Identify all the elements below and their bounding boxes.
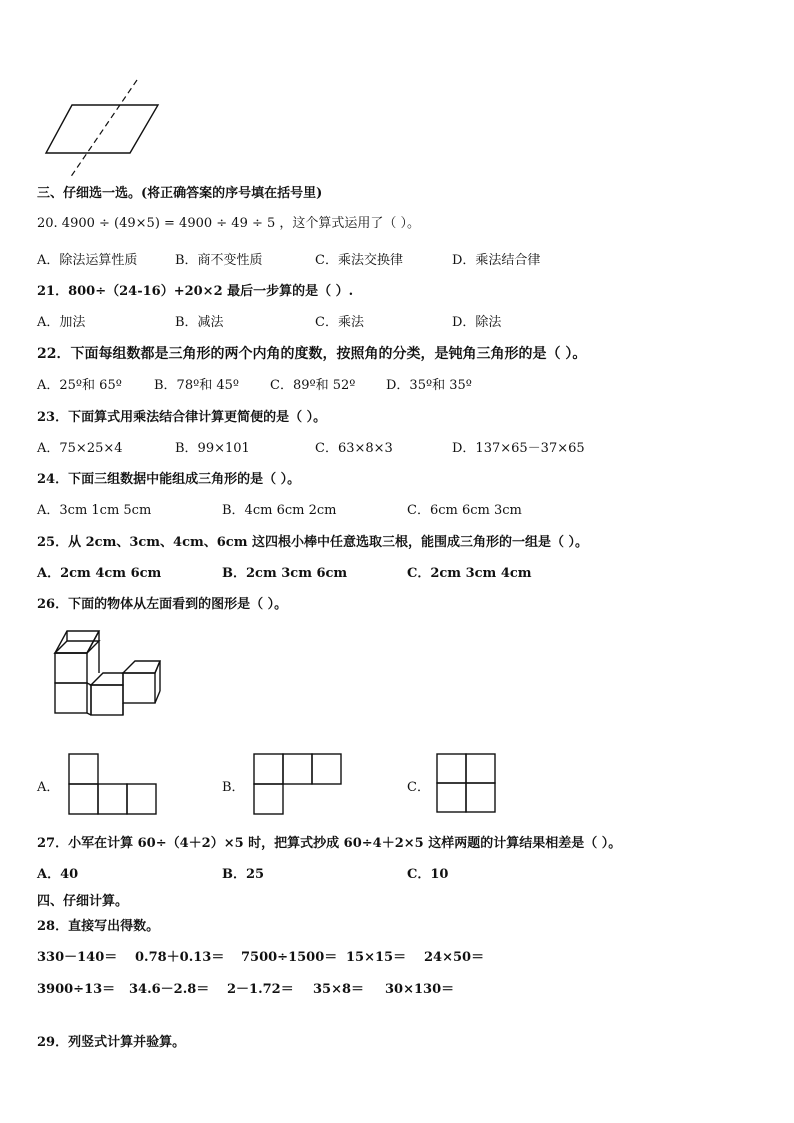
- q24-option-a: A．3cm 1cm 5cm: [37, 503, 152, 518]
- q23-option-c: C．63×8×3: [315, 441, 393, 456]
- q27-option-c: C．10: [407, 867, 449, 882]
- question-28-stem: 28．直接写出得数。: [37, 919, 160, 934]
- q24-option-c: C．6cm 6cm 3cm: [407, 503, 522, 518]
- q22-option-d: D．35º和 35º: [386, 378, 472, 393]
- parallelogram-figure: [40, 80, 170, 180]
- calc-row1-item2: 0.78＋0.13＝: [135, 950, 225, 965]
- question-21-stem: 21．800÷（24-16）+20×2 最后一步算的是（ ）.: [37, 284, 354, 299]
- q27-option-b: B．25: [222, 867, 265, 882]
- q22-option-a: A．25º和 65º: [37, 378, 122, 393]
- question-29-stem: 29．列竖式计算并验算。: [37, 1035, 186, 1050]
- q26-option-a-label: A．: [37, 780, 60, 795]
- q26-option-c-figure: [436, 753, 498, 815]
- q25-option-c: C．2cm 3cm 4cm: [407, 566, 532, 581]
- calc-row2-item4: 35×8＝: [313, 982, 365, 997]
- q22-option-c: C．89º和 52º: [270, 378, 356, 393]
- q21-option-a: A．加法: [37, 315, 86, 330]
- question-24-stem: 24．下面三组数据中能组成三角形的是（ ）。: [37, 472, 301, 487]
- q20-option-d: D．乘法结合律: [452, 253, 541, 268]
- question-23-stem: 23．下面算式用乘法结合律计算更简便的是（ ）。: [37, 410, 327, 425]
- calc-row2-item2: 34.6－2.8＝: [129, 982, 210, 997]
- question-22-stem: 22．下面每组数都是三角形的两个内角的度数，按照角的分类，是钝角三角形的是（ ）。: [37, 346, 587, 362]
- q20-option-a: A．除法运算性质: [37, 253, 138, 268]
- section-3-title: 三、仔细选一选。(将正确答案的序号填在括号里): [37, 186, 323, 201]
- q23-option-a: A．75×25×4: [37, 441, 123, 456]
- q20-option-c: C．乘法交换律: [315, 253, 403, 268]
- question-26-stem: 26．下面的物体从左面看到的图形是（ ）。: [37, 597, 288, 612]
- q21-option-d: D．除法: [452, 315, 502, 330]
- q27-option-a: A．40: [37, 867, 79, 882]
- calc-row1-item1: 330－140＝: [37, 950, 118, 965]
- q26-option-b-label: B．: [222, 780, 245, 795]
- question-27-stem: 27．小军在计算 60÷（4＋2）×5 时，把算式抄成 60÷4＋2×5 这样两题的计算结果相差是（ ）。: [37, 836, 622, 851]
- calc-row2-item1: 3900÷13＝: [37, 982, 116, 997]
- q26-option-a-figure: [68, 753, 160, 815]
- q23-option-b: B．99×101: [175, 441, 250, 456]
- section-4-title: 四、仔细计算。: [37, 894, 129, 909]
- question-25-stem: 25．从 2cm、3cm、4cm、6cm 这四根小棒中任意选取三根，能围成三角形的一组是（ ）。: [37, 535, 589, 550]
- q25-option-a: A．2cm 4cm 6cm: [37, 566, 162, 581]
- q23-option-d: D．137×65－37×65: [452, 441, 585, 456]
- q26-option-c-label: C．: [407, 780, 430, 795]
- q22-option-b: B．78º和 45º: [154, 378, 239, 393]
- q20-option-b: B．商不变性质: [175, 253, 263, 268]
- q25-option-b: B．2cm 3cm 6cm: [222, 566, 348, 581]
- cube-stack-figure: [50, 625, 170, 725]
- q21-option-b: B．减法: [175, 315, 224, 330]
- calc-row1-item3: 7500÷1500＝: [241, 950, 338, 965]
- calc-row2-item3: 2－1.72＝: [227, 982, 294, 997]
- q21-option-c: C．乘法: [315, 315, 364, 330]
- calc-row1-item5: 24×50＝: [424, 950, 485, 965]
- calc-row1-item4: 15×15＝: [346, 950, 407, 965]
- calc-row2-item5: 30×130＝: [385, 982, 455, 997]
- q24-option-b: B．4cm 6cm 2cm: [222, 503, 337, 518]
- q26-option-b-figure: [253, 753, 345, 815]
- question-20-stem: 20. 4900 ÷ (49×5) = 4900 ÷ 49 ÷ 5 ，这个算式运用了（ ）。: [37, 216, 421, 231]
